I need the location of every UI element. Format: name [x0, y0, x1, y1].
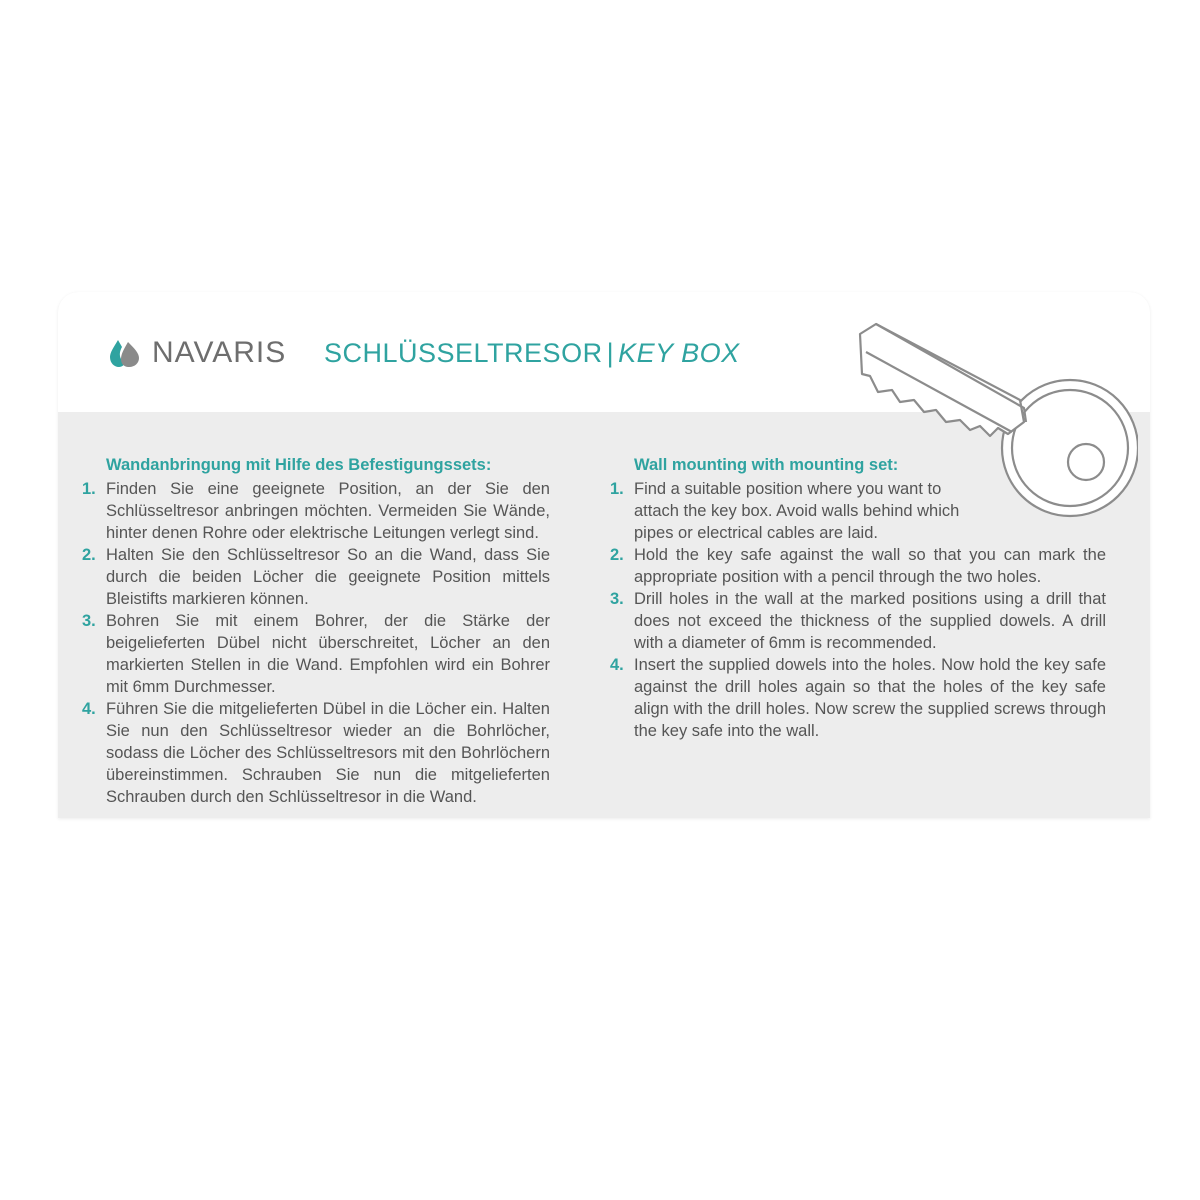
step-text: Finden Sie eine geeignete Position, an der Sie den Schlüsseltresor anbringen möchten. Vermeiden Sie Wände, hinter denen Rohre oder elektrische Leitungen verlegt sind. [106, 480, 550, 542]
list-item [82, 698, 550, 808]
product-title-en: KEY BOX [618, 338, 740, 368]
list-item [610, 588, 1106, 654]
list-item [82, 544, 550, 610]
step-text: Bohren Sie mit einem Bohrer, der die Stärke der beigelieferten Dübel nicht überschreitet, Löcher an den markierten Stellen in die Wand. Empfohlen wird ein Bohrer mit 6mm Durchmesser. [106, 612, 550, 696]
step-number: 4. [82, 700, 96, 718]
german-heading: Wandanbringung mit Hilfe des Befestigungssets: [106, 456, 492, 474]
german-instructions [82, 454, 550, 808]
title-separator: | [606, 338, 615, 368]
step-number: 1. [610, 480, 624, 498]
list-item [610, 544, 1106, 588]
english-instructions [610, 454, 1106, 742]
list-item [610, 478, 1106, 544]
step-text: Halten Sie den Schlüsseltresor So an die Wand, dass Sie durch die beiden Löcher die geeignete Position mittels Bleistifts markieren können. [106, 546, 550, 608]
instruction-card [58, 292, 1150, 818]
step-text: Insert the supplied dowels into the holes. Now hold the key safe against the drill holes again so that the holes of the key safe align with the drill holes. Now screw the supplied screws through the key safe into the wall. [634, 656, 1106, 740]
list-item [82, 610, 550, 698]
water-drop-logo-icon [108, 338, 142, 368]
list-item [82, 478, 550, 544]
german-steps [82, 478, 550, 808]
list-item [610, 654, 1106, 742]
step-text: Führen Sie die mitgelieferten Dübel in die Löcher ein. Halten Sie nun den Schlüsseltresor wieder an die Bohrlöcher, sodass die Löcher des Schlüsseltresors mit den Bohrlöchern übereinstimmen. Schrauben Sie nun die mitgelieferten Schrauben durch den Schlüsseltresor in die Wand. [106, 700, 550, 806]
product-title [324, 338, 740, 369]
step-text: Drill holes in the wall at the marked positions using a drill that does not exceed the thickness of the supplied dowels. A drill with a diameter of 6mm is recommended. [634, 590, 1106, 652]
step-number: 3. [82, 612, 96, 630]
english-steps [610, 478, 1106, 742]
step-number: 4. [610, 656, 624, 674]
step-text: Find a suitable position where you want to attach the key box. Avoid walls behind which pipes or electrical cables are laid. [634, 480, 960, 542]
step-number: 1. [82, 480, 96, 498]
english-heading: Wall mounting with mounting set: [634, 456, 899, 474]
product-title-de: SCHLÜSSELTRESOR [324, 338, 603, 368]
brand-block [108, 336, 286, 370]
step-number: 2. [610, 546, 624, 564]
step-number: 2. [82, 546, 96, 564]
step-text: Hold the key safe against the wall so that you can mark the appropriate position with a pencil through the two holes. [634, 546, 1106, 586]
step-number: 3. [610, 590, 624, 608]
brand-name: NAVARIS [152, 336, 287, 369]
